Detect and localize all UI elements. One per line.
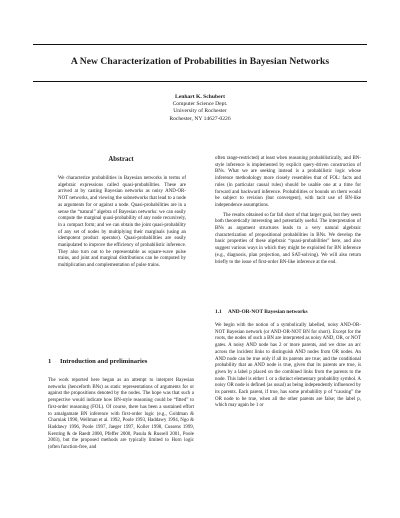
section-1-number: 1 <box>48 358 52 365</box>
subsection-1-1-heading <box>215 309 308 315</box>
author-block <box>120 94 280 123</box>
top-rule <box>33 44 367 45</box>
subsection-1-1-title: AND-OR-NOT Bayesian networks <box>228 309 308 315</box>
bottom-rule <box>33 81 367 82</box>
author-name: Lenhart K. Schubert <box>175 94 225 100</box>
abstract-text: We characterize probabilities in Bayesian networks in terms of algebraic expressions called quasi-probabilities. These are arrived at by casting Bayesian networks as noisy AND-OR-NOT networks, and viewing the subnetworks that lead to a node as arguments for or against a node. Quasi-probabilities are in a sense the “natural” algebra of Bayesian networks: we can easily compute the marginal quasi-probability of any node recursively, in a compact form; and we can obtain the joint quasi-probability of any set of nodes by multiplying their marginals (using an idempotent product operator). Quasi-probabilities are easily manipulated to improve the efficiency of probabilistic inference. They also turn out to be representable as square-wave pulse trains, and joint and marginal distributions can be computed by multiplication and complementation of pulse trains. <box>58 176 186 269</box>
right-paragraph-1: often range-restricted) at least when reasoning probabilistically, and BN-style inference is implemented by explicit query-driven construction of BNs. What we are seeking instead is a probabilistic logic whose inference methodology more closely resembles that of FOL: facts and rules (in particular causal rules) should be usable one at a time for forward and backward inference. Probabilities or bounds on them would be subject to revision (but convergent), with tacit use of BN-like independence assumptions. <box>215 156 361 208</box>
abstract-heading: Abstract <box>108 156 134 163</box>
section-1-body <box>48 378 194 455</box>
author-affiliation-1: Computer Science Dept. <box>172 101 228 108</box>
paper-title: A New Characterization of Probabilities in Bayesian Networks <box>70 56 330 67</box>
subsection-1-1-text: We begin with the notion of a symbolically labelled, noisy AND-OR-NOT Bayesian network (or AND-OR-NOT BN for short). Except for the roots, the nodes of such a BN are interpreted as noisy AND, OR, or NOT gates. A noisy AND node has 2 or more parents, and we draw an arc across the incident links to distinguish AND nodes from OR nodes. An AND node can be true only if all its parents are true; and the conditional probability that an AND node is true, given that its parents are true, is given by a label p placed on the combined links from the parents to the node. This label is either 1 or a distinct elementary probability symbol. A noisy OR node is defined (as usual) as being independently influenced by its parents. Each parent, if true, has some probability p of “causing” the OR node to be true, when all the other parents are false; the label p, which may again be 1 or <box>215 323 361 409</box>
abstract-body <box>58 176 186 273</box>
subsection-1-1-body <box>215 323 361 413</box>
subsection-1-1-number: 1.1 <box>215 309 222 315</box>
section-1-title: Introduction and preliminaries <box>60 358 148 365</box>
author-affiliation-3: Rochester, NY 14627-0226 <box>169 115 231 122</box>
section-1-heading <box>48 358 147 365</box>
author-affiliation-2: University of Rochester <box>173 108 227 115</box>
right-paragraph-2: The results obtained so far fall short of that larger goal, but they seem both theoretically interesting and potentially useful. The interpretation of BNs as argument structures leads to a very natural algebraic characterization of propositional probabilities in BNs. We develop the basic properties of these algebraic “quasi-probabilities” here, and also suggest various ways in which they might be exploited for BN inference (e.g., diagnosis, plan projection, and SAT-solving). We will also return briefly to the issue of first-order BN-like inference at the end. <box>215 212 361 265</box>
right-column-top <box>215 156 361 269</box>
section-1-text: The work reported here began as an attempt to interpret Bayesian networks (henceforth BNs) as static representations of arguments for or against the propositions denoted by the nodes. The hope was that such a perspective would indicate how BN-style reasoning could be “fitted” to first-order reasoning (FOL). Of course, there has been a sustained effort to amalgamate BN inference with first-order logic (e.g., Goldman & Charniak 1990, Wellman et al. 1992, Poole 1993, Haddawy 1994, Ngo & Haddawy 1996, Poole 1997, Jaeger 1997, Koller 1998, Cussens 1999, Kersting & de Raedt 2000, Pfeffer 2000, Pasula & Russell 2001, Poole 2003), but the proposed methods are typically limited to Horn logic (often function-free, and <box>48 378 194 451</box>
